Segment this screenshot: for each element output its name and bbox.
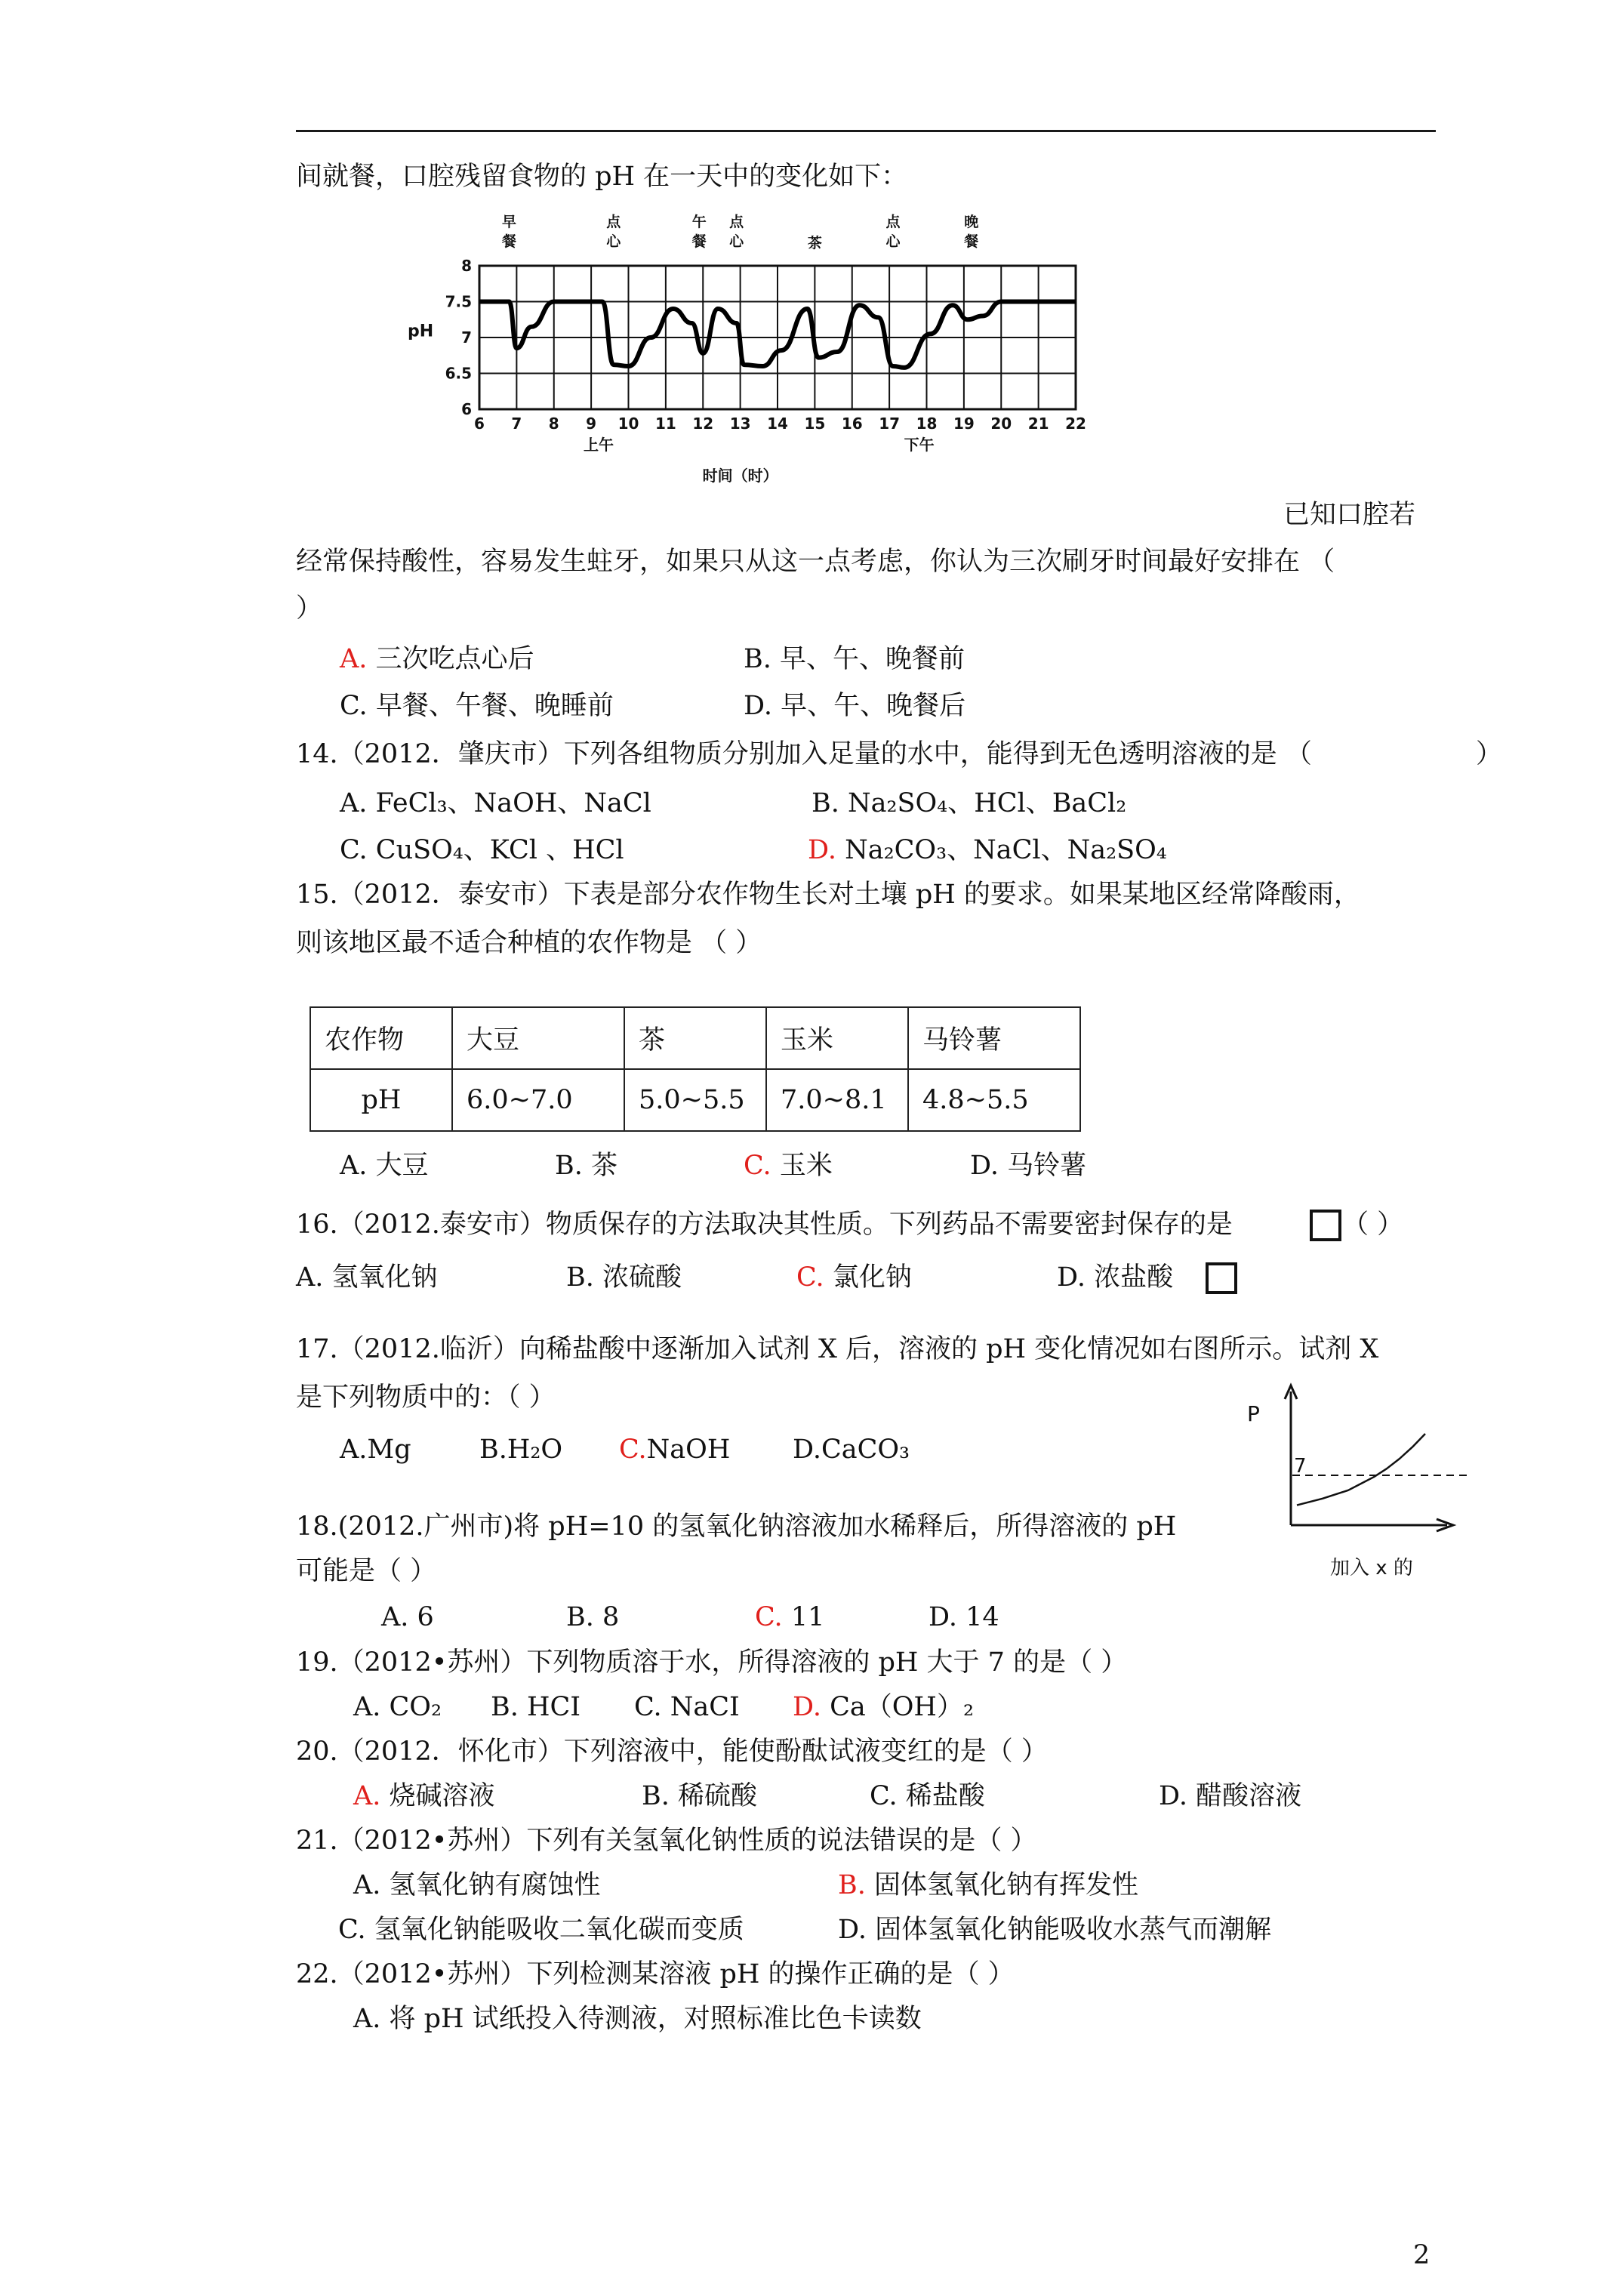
q21-stem: 21.（2012•苏州）下列有关氢氧化钠性质的说法错误的是（ ） bbox=[296, 1826, 1037, 1856]
meal-label: 点 bbox=[885, 214, 901, 230]
meal-label: 心 bbox=[729, 233, 744, 250]
page-number: 2 bbox=[1413, 2240, 1431, 2270]
y-tick-label: 8 bbox=[461, 257, 472, 275]
x-tick-label: 20 bbox=[990, 415, 1012, 433]
table-cell: 马铃薯 bbox=[908, 1007, 1080, 1069]
q13-option-c: C. 早餐、午餐、晚睡前 bbox=[340, 691, 614, 721]
y-axis-label: P bbox=[1247, 1401, 1260, 1426]
x-tick-label: 15 bbox=[804, 415, 826, 433]
x-tick-label: 13 bbox=[729, 415, 751, 433]
x-tick-label: 14 bbox=[767, 415, 788, 433]
period-label: 上午 bbox=[584, 436, 614, 454]
table-cell: 5.0~5.5 bbox=[624, 1069, 766, 1131]
table-cell: 大豆 bbox=[452, 1007, 624, 1069]
q15-stem-line2: 则该地区最不适合种植的农作物是 （ ） bbox=[296, 928, 762, 958]
q15-option-c: C. 玉米 bbox=[744, 1151, 833, 1181]
ph-day-chart bbox=[377, 211, 1102, 498]
meal-label: 餐 bbox=[501, 233, 517, 250]
q19-option-a: A. CO₂ bbox=[353, 1692, 442, 1722]
q13-option-b: B. 早、午、晚餐前 bbox=[744, 644, 965, 674]
q20-stem: 20.（2012．怀化市）下列溶液中，能使酚酞试液变红的是（ ） bbox=[296, 1737, 1048, 1767]
q14-option-b: B. Na₂SO₄、HCl、BaCl₂ bbox=[812, 788, 1127, 818]
period-label: 下午 bbox=[904, 436, 935, 454]
meal-label: 午 bbox=[691, 214, 707, 230]
q13-intro: 间就餐，口腔残留食物的 pH 在一天中的变化如下： bbox=[296, 162, 908, 192]
x-tick-label: 22 bbox=[1065, 415, 1086, 433]
q19-option-c: C. NaCI bbox=[634, 1692, 740, 1722]
q22-stem: 22.（2012•苏州）下列检测某溶液 pH 的操作正确的是（ ） bbox=[296, 1959, 1015, 1989]
table-cell: pH bbox=[310, 1069, 452, 1131]
meal-label: 茶 bbox=[807, 235, 822, 251]
x-tick-label: 6 bbox=[474, 415, 485, 433]
q19-option-b: B. HCI bbox=[491, 1692, 581, 1722]
q16-paren: （ ） bbox=[1342, 1210, 1404, 1240]
q19-stem: 19.（2012•苏州）下列物质溶于水，所得溶液的 pH 大于 7 的是（ ） bbox=[296, 1647, 1128, 1678]
ph-curve bbox=[1297, 1434, 1425, 1505]
q21-option-b: B. 固体氢氧化钠有挥发性 bbox=[838, 1870, 1139, 1900]
table-cell: 茶 bbox=[624, 1007, 766, 1069]
q15-option-b: B. 茶 bbox=[555, 1151, 618, 1181]
table-cell: 7.0~8.1 bbox=[766, 1069, 908, 1131]
q21-option-d: D. 固体氢氧化钠能吸收水蒸气而潮解 bbox=[838, 1915, 1272, 1945]
y-tick-label: 7.5 bbox=[445, 292, 472, 311]
meal-label: 晚 bbox=[964, 214, 979, 230]
q16-option-a: A. 氢氧化钠 bbox=[296, 1262, 438, 1293]
meal-label: 点 bbox=[729, 214, 744, 230]
x-tick-label: 16 bbox=[841, 415, 863, 433]
q17-option-d: D.CaCO₃ bbox=[793, 1435, 910, 1465]
q13-continuation: 经常保持酸性，容易发生蛀牙，如果只从这一点考虑，你认为三次刷牙时间最好安排在 （ bbox=[296, 547, 1335, 577]
meal-label: 早 bbox=[501, 214, 517, 230]
meal-label: 心 bbox=[606, 233, 621, 250]
x-tick-label: 11 bbox=[654, 415, 676, 433]
q17-option-b: B.H₂O bbox=[479, 1435, 563, 1465]
q18-stem-line2: 可能是（ ） bbox=[296, 1556, 437, 1586]
meal-label: 餐 bbox=[691, 233, 707, 250]
q19-option-d: D. Ca（OH）₂ bbox=[793, 1692, 974, 1722]
y-tick-label: 7 bbox=[461, 328, 472, 347]
x-tick-label: 10 bbox=[617, 415, 639, 433]
x-tick-label: 17 bbox=[879, 415, 901, 433]
q14-option-d: D. Na₂CO₃、NaCl、Na₂SO₄ bbox=[808, 835, 1167, 865]
q15-stem-line1: 15.（2012．泰安市）下表是部分农作物生长对土壤 pH 的要求。如果某地区经常降酸雨， bbox=[296, 880, 1360, 910]
x-tick-label: 8 bbox=[548, 415, 559, 433]
q14-option-a: A. FeCl₃、NaOH、NaCl bbox=[340, 788, 651, 818]
meal-label: 心 bbox=[885, 233, 901, 250]
q17-stem-line1: 17.（2012.临沂）向稀盐酸中逐渐加入试剂 X 后，溶液的 pH 变化情况如右图所示。试剂 X bbox=[296, 1334, 1379, 1364]
q17-option-a: A.Mg bbox=[340, 1435, 411, 1465]
q15-option-a: A. 大豆 bbox=[340, 1151, 429, 1181]
x-tick-label: 9 bbox=[586, 415, 597, 433]
q18-option-b: B. 8 bbox=[566, 1602, 620, 1632]
q16-option-d: D. 浓盐酸 bbox=[1057, 1262, 1174, 1293]
q16-option-b: B. 浓硫酸 bbox=[566, 1262, 682, 1293]
reference-label: 7 bbox=[1294, 1455, 1307, 1478]
header-rule bbox=[296, 130, 1436, 132]
x-tick-label: 7 bbox=[511, 415, 522, 433]
table-cell: 农作物 bbox=[310, 1007, 452, 1069]
x-tick-label: 18 bbox=[916, 415, 938, 433]
q20-option-c: C. 稀盐酸 bbox=[870, 1781, 985, 1811]
x-tick-label: 21 bbox=[1027, 415, 1049, 433]
q21-option-a: A. 氢氧化钠有腐蚀性 bbox=[353, 1870, 601, 1900]
table-cell: 6.0~7.0 bbox=[452, 1069, 624, 1131]
q13-continuation-right: 已知口腔若 bbox=[1283, 500, 1416, 530]
q20-option-b: B. 稀硫酸 bbox=[642, 1781, 757, 1811]
q18-option-a: A. 6 bbox=[381, 1602, 434, 1632]
q18-option-d: D. 14 bbox=[929, 1602, 999, 1632]
q18-stem-line1: 18.(2012.广州市)将 pH=10 的氢氧化钠溶液加水稀释后，所得溶液的 pH bbox=[296, 1512, 1177, 1542]
x-tick-label: 19 bbox=[953, 415, 975, 433]
meal-label: 点 bbox=[606, 214, 621, 230]
q20-option-a: A. 烧碱溶液 bbox=[353, 1781, 495, 1811]
y-tick-label: 6.5 bbox=[445, 364, 472, 383]
x-axis-label: 加入 x 的 bbox=[1330, 1557, 1413, 1579]
q14-option-c: C. CuSO₄、KCl 、HCl bbox=[340, 835, 624, 865]
x-tick-label: 12 bbox=[692, 415, 714, 433]
table-cell: 玉米 bbox=[766, 1007, 908, 1069]
q13-continuation-close: ） bbox=[296, 593, 323, 624]
q17-option-c: C.NaOH bbox=[619, 1435, 731, 1465]
q15-option-d: D. 马铃薯 bbox=[970, 1151, 1087, 1181]
q20-option-d: D. 醋酸溶液 bbox=[1159, 1781, 1302, 1811]
q18-option-c: C. 11 bbox=[755, 1602, 825, 1632]
q22-option-a: A. 将 pH 试纸投入待测液，对照标准比色卡读数 bbox=[353, 2004, 922, 2034]
q14-stem: 14.（2012．肇庆市）下列各组物质分别加入足量的水中，能得到无色透明溶液的是 （ bbox=[296, 739, 1312, 769]
q16-option-c: C. 氯化钠 bbox=[796, 1262, 912, 1293]
table-cell: 4.8~5.5 bbox=[908, 1069, 1080, 1131]
q13-option-a: A. 三次吃点心后 bbox=[340, 644, 534, 674]
meal-label: 餐 bbox=[964, 233, 979, 250]
table-row bbox=[310, 1007, 1080, 1069]
q13-option-d: D. 早、午、晚餐后 bbox=[744, 691, 966, 721]
ph-vs-x-chart bbox=[1238, 1367, 1480, 1586]
checkbox-square bbox=[1206, 1262, 1237, 1294]
y-tick-label: 6 bbox=[461, 400, 472, 418]
checkbox-square bbox=[1310, 1210, 1341, 1241]
q14-paren-close: ） bbox=[1476, 739, 1503, 769]
q17-stem-line2: 是下列物质中的：（ ） bbox=[296, 1382, 556, 1413]
q21-option-c: C. 氢氧化钠能吸收二氧化碳而变质 bbox=[338, 1915, 744, 1945]
table-row bbox=[310, 1069, 1080, 1131]
x-axis-label: 时间（时） bbox=[702, 467, 778, 485]
q16-stem: 16.（2012.泰安市）物质保存的方法取决其性质。下列药品不需要密封保存的是 bbox=[296, 1210, 1233, 1240]
crop-ph-table bbox=[310, 1006, 1081, 1132]
y-axis-label: pH bbox=[408, 322, 434, 341]
